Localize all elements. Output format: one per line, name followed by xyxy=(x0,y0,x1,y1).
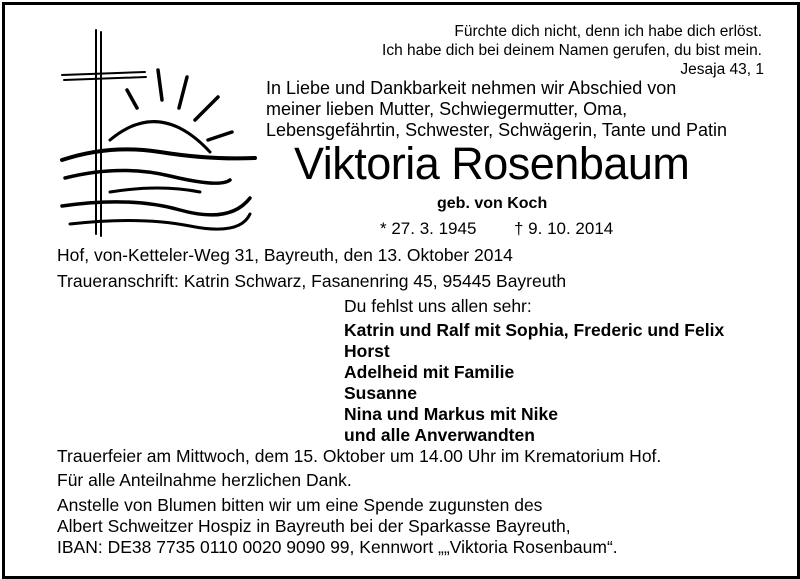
mourner-4: Susanne xyxy=(344,383,417,403)
birth-date: * 27. 3. 1945 xyxy=(380,219,477,238)
mourner-5: Nina und Markus mit Nike xyxy=(344,404,558,424)
intro-line-3: Lebensgefährtin, Schwester, Schwägerin, Tante und Patin xyxy=(266,120,727,140)
intro-text xyxy=(266,78,727,141)
donation-line-1: Anstelle von Blumen bitten wir um eine Spende zugunsten des xyxy=(57,495,543,515)
mourner-1: Katrin und Ralf mit Sophia, Frederic und Felix xyxy=(344,320,725,340)
place-date: Hof, von-Ketteler-Weg 31, Bayreuth, den 13. Oktober 2014 xyxy=(57,245,513,265)
thanks-text: Für alle Anteilnahme herzlichen Dank. xyxy=(57,470,352,490)
deceased-name: Viktoria Rosenbaum xyxy=(294,138,690,189)
verse-line-2: Ich habe dich bei deinem Namen gerufen, du bist mein. xyxy=(382,42,762,59)
verse-reference: Jesaja 43, 1 xyxy=(680,61,764,78)
mourner-3: Adelheid mit Familie xyxy=(344,362,515,382)
cross-sunset-illustration xyxy=(50,20,260,240)
verse-line-1: Fürchte dich nicht, denn ich habe dich erlöst. xyxy=(454,23,762,40)
death-date: † 9. 10. 2014 xyxy=(514,219,614,238)
intro-line-1: In Liebe und Dankbarkeit nehmen wir Abschied von xyxy=(266,78,677,98)
donation-line-2: Albert Schweitzer Hospiz in Bayreuth bei der Sparkasse Bayreuth, xyxy=(57,516,571,536)
missed-text: Du fehlst uns allen sehr: xyxy=(344,296,532,316)
funeral-info: Trauerfeier am Mittwoch, dem 15. Oktober um 14.00 Uhr im Krematorium Hof. xyxy=(57,446,662,466)
maiden-name: geb. von Koch xyxy=(437,195,548,212)
mourning-address: Traueranschrift: Katrin Schwarz, Fasanenring 45, 95445 Bayreuth xyxy=(57,271,567,291)
mourner-6: und alle Anverwandten xyxy=(344,425,535,445)
intro-line-2: meiner lieben Mutter, Schwiegermutter, Oma, xyxy=(266,99,628,119)
mourner-2: Horst xyxy=(344,341,390,361)
donation-line-3: IBAN: DE38 7735 0110 0020 9090 99, Kennwort „„Viktoria Rosenbaum“. xyxy=(57,537,618,557)
